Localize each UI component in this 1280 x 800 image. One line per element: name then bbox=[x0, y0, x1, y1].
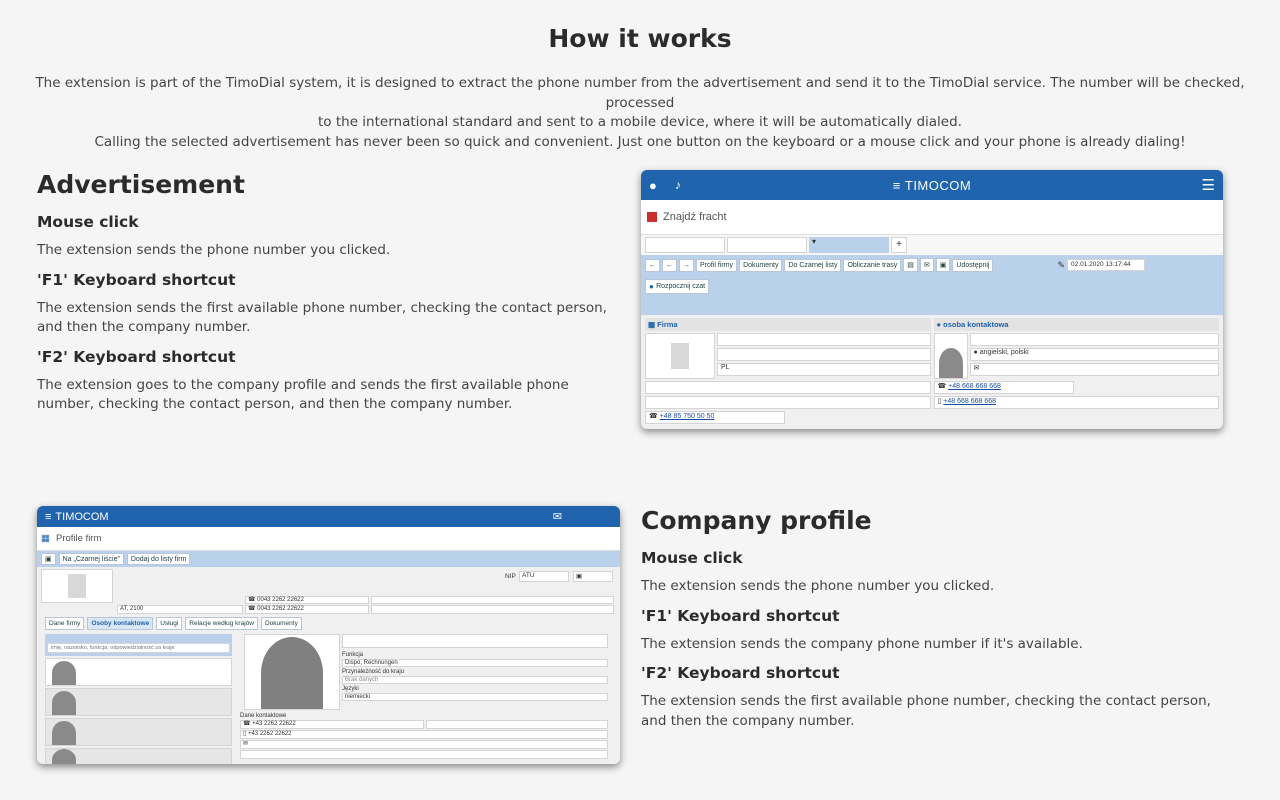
speech-icon: ● bbox=[973, 349, 980, 356]
contacts-search-bar bbox=[45, 634, 232, 656]
country-label: Przynależność do kraju bbox=[342, 669, 405, 675]
company-country-field: PL bbox=[717, 363, 931, 376]
profile-tabs bbox=[37, 617, 620, 630]
company-email-field bbox=[645, 396, 931, 409]
firma-label: Firma bbox=[657, 320, 678, 329]
tab-services[interactable]: Usługi bbox=[156, 617, 182, 630]
profile-header-bar bbox=[37, 527, 620, 551]
contact-name-field bbox=[342, 634, 608, 648]
phone-icon: ☎ bbox=[243, 721, 253, 727]
mail-icon: ✉ bbox=[973, 365, 980, 372]
documents-button[interactable]: Dokumenty bbox=[739, 259, 782, 272]
cp-mouse-click-heading: Mouse click bbox=[641, 549, 743, 567]
contact-fax: +43 2262 22622 bbox=[247, 731, 292, 737]
contact-phone-field[interactable] bbox=[934, 381, 1074, 394]
start-chat-button[interactable] bbox=[645, 279, 709, 294]
contact-data-label: Dane kontaktowe bbox=[240, 713, 287, 719]
cp-f2-text: The extension sends the first available phone number, checking the contact person, and then the company number. bbox=[641, 693, 1211, 729]
ad-mouse-click-heading: Mouse click bbox=[37, 213, 139, 231]
phone-field-1[interactable] bbox=[245, 596, 369, 604]
freight-icon bbox=[647, 212, 657, 222]
save-button[interactable]: ▣ bbox=[936, 258, 951, 272]
tab-2[interactable] bbox=[727, 237, 807, 253]
profile-title: Profile firm bbox=[55, 533, 102, 544]
mail-icon: ✉ bbox=[552, 511, 562, 523]
tab-company-data[interactable]: Dane firmy bbox=[45, 617, 84, 630]
phone-icon: ☎ bbox=[937, 383, 949, 390]
contact-row-3[interactable] bbox=[45, 718, 232, 746]
action-toolbar bbox=[641, 255, 1223, 315]
bell-icon: ♪ bbox=[674, 178, 681, 192]
cp-f2-heading: 'F2' Keyboard shortcut bbox=[641, 664, 840, 682]
next-button[interactable]: → bbox=[679, 259, 694, 272]
ad-f1-heading: 'F1' Keyboard shortcut bbox=[37, 270, 236, 289]
ad-f2-heading: 'F2' Keyboard shortcut bbox=[37, 347, 236, 366]
funkcja-value: Dispo, Rechnungen bbox=[342, 659, 608, 667]
contact-languages-field bbox=[970, 348, 1220, 361]
add-company-button[interactable]: Dodaj do listy firm bbox=[127, 553, 191, 565]
contact-languages: angielski, polski bbox=[979, 349, 1029, 356]
contact-label: osoba kontaktowa bbox=[943, 320, 1009, 329]
advertisement-screenshot bbox=[641, 170, 1223, 429]
mobile-icon: ▯ bbox=[937, 398, 944, 405]
country-value: Brak danych bbox=[342, 676, 608, 684]
contact-detail bbox=[236, 634, 612, 764]
timestamp: 02.01.2020 13:17:44 bbox=[1067, 259, 1145, 271]
contact-phone-link[interactable]: +48 668 668 668 bbox=[948, 383, 1001, 390]
route-button[interactable]: Obliczanie trasy bbox=[843, 259, 901, 272]
company-name-field bbox=[717, 333, 931, 346]
contact-mobile-field[interactable] bbox=[934, 396, 1220, 409]
print-button[interactable]: ▤ bbox=[903, 258, 918, 272]
hamburger-icon: ☰ bbox=[1201, 177, 1215, 194]
tab-1[interactable] bbox=[645, 237, 725, 253]
funkcja-label: Funkcja bbox=[342, 652, 364, 658]
timocom-logo-2: ≡ TIMOCOM bbox=[45, 510, 109, 523]
phone-icon: ☎ bbox=[649, 413, 660, 420]
contact-phone: +43 2262 22622 bbox=[252, 721, 296, 727]
phone-icon: ☎ bbox=[248, 597, 258, 603]
contact-row-1[interactable] bbox=[45, 658, 232, 686]
company-profile-section bbox=[641, 506, 1216, 741]
contact-email-field[interactable] bbox=[240, 740, 608, 749]
nip-extra-field: ▣ bbox=[573, 571, 613, 582]
tab-country-relations[interactable]: Relacje według krajów bbox=[185, 617, 258, 630]
contacts-area bbox=[37, 630, 620, 764]
tab-active[interactable]: ▾ bbox=[809, 237, 889, 253]
back-button[interactable]: ← bbox=[645, 259, 660, 272]
company-phone-link[interactable]: +48 85 750 50 50 bbox=[659, 413, 715, 420]
timocom-topbar-2 bbox=[37, 506, 620, 527]
contact-phone-extra bbox=[426, 720, 608, 729]
company-address-field bbox=[717, 348, 931, 361]
contact-fax-field[interactable] bbox=[240, 730, 608, 739]
nip-label: NIP bbox=[505, 573, 516, 580]
fax-icon: ▯ bbox=[243, 731, 248, 737]
company-panel bbox=[645, 318, 931, 424]
building-icon: ▦ bbox=[648, 320, 658, 329]
prev-button[interactable]: ← bbox=[662, 259, 677, 272]
add-tab-button[interactable]: + bbox=[891, 237, 907, 253]
company-profile-button[interactable]: Profil firmy bbox=[696, 259, 737, 272]
company-profile-title: Company profile bbox=[641, 506, 872, 535]
contact-email-field bbox=[970, 363, 1220, 376]
freight-title: Znajdź fracht bbox=[663, 211, 727, 223]
ad-f2-text: The extension goes to the company profile and sends the first available phone number, checking the contact person, and then the company number. bbox=[37, 376, 569, 412]
company-logo-placeholder bbox=[645, 333, 715, 379]
company-web-field bbox=[645, 381, 931, 394]
chat-icon: ● bbox=[649, 177, 657, 193]
company-logo-placeholder bbox=[41, 569, 113, 603]
mail-icon: ✉ bbox=[243, 741, 249, 747]
company-summary bbox=[37, 567, 620, 617]
page-header-bar bbox=[641, 200, 1223, 235]
company-phone-field[interactable] bbox=[645, 411, 785, 424]
intro-text bbox=[20, 74, 1260, 152]
tab-strip bbox=[641, 235, 1223, 255]
web-field bbox=[371, 596, 614, 604]
print-button[interactable]: ▣ bbox=[41, 553, 56, 565]
advertisement-section bbox=[37, 170, 612, 425]
tab-contacts[interactable]: Osoby kontaktowe bbox=[87, 617, 153, 630]
contacts-search-input[interactable] bbox=[47, 643, 230, 653]
contact-mobile-link[interactable]: +48 668 668 668 bbox=[943, 398, 997, 405]
tab-documents[interactable]: Dokumenty bbox=[261, 617, 302, 630]
blacklist-button[interactable]: Na „Czarnej liście” bbox=[59, 553, 124, 565]
language-value: niemiecki bbox=[342, 693, 608, 701]
ad-mouse-click-text: The extension sends the phone number you clicked. bbox=[37, 242, 391, 258]
pen-icon: ✎ bbox=[1057, 259, 1066, 270]
phone-2: 0043 2262 22622 bbox=[257, 606, 304, 612]
profile-toolbar bbox=[37, 551, 620, 567]
cp-f1-heading: 'F1' Keyboard shortcut bbox=[641, 606, 840, 625]
fax-icon: ☎ bbox=[248, 606, 258, 612]
contact-photo bbox=[244, 634, 340, 710]
blacklist-button[interactable]: Do Czarnej listy bbox=[784, 259, 841, 272]
cp-f1-text: The extension sends the company phone number if it's available. bbox=[641, 635, 1083, 652]
email-field bbox=[371, 605, 614, 614]
intro-line-2: to the international standard and sent to a mobile device, where it will be automatically dialed. bbox=[318, 114, 962, 130]
contacts-list bbox=[45, 634, 232, 764]
company-icon: ▦ bbox=[41, 533, 50, 544]
contact-header bbox=[934, 318, 1220, 331]
firma-header bbox=[645, 318, 931, 331]
ad-f1-text: The extension sends the first available phone number, checking the contact person, and then the company number. bbox=[37, 299, 607, 335]
person-icon: ● bbox=[936, 320, 944, 329]
company-profile-screenshot bbox=[37, 506, 620, 764]
postal-field: AT, 2100 bbox=[117, 605, 243, 614]
start-chat-label: Rozpocznij czat bbox=[656, 283, 706, 290]
contact-name-field bbox=[970, 333, 1220, 346]
phone-1: 0043 2262 22622 bbox=[257, 597, 304, 603]
intro-line-1: The extension is part of the TimoDial system, it is designed to extract the phone number from the advertisement and send it to the TimoDial service. The number will be checked, processed bbox=[35, 75, 1245, 111]
contact-avatar bbox=[934, 333, 968, 379]
contact-web-field bbox=[240, 750, 608, 759]
page-title: How it works bbox=[548, 24, 732, 53]
contact-row-2[interactable] bbox=[45, 688, 232, 716]
cp-mouse-click-text: The extension sends the phone number you clicked. bbox=[641, 578, 995, 594]
share-button[interactable]: Udostępnij bbox=[952, 259, 993, 272]
chat-bubble-icon: ● bbox=[649, 282, 657, 291]
nip-field: ATU bbox=[519, 571, 569, 582]
timocom-topbar bbox=[641, 170, 1223, 200]
mail-button[interactable]: ✉ bbox=[920, 258, 934, 272]
detail-panels bbox=[641, 315, 1223, 424]
contact-phone-field[interactable] bbox=[240, 720, 424, 729]
intro-line-3: Calling the selected advertisement has never been so quick and convenient. Just one button on the keyboard or a mouse click and your phone is already dialing! bbox=[94, 133, 1186, 150]
contact-row-4[interactable] bbox=[45, 748, 232, 764]
phone-field-2[interactable] bbox=[245, 605, 369, 614]
advertisement-title: Advertisement bbox=[37, 170, 245, 199]
language-label: Języki bbox=[342, 686, 359, 692]
contact-panel bbox=[934, 318, 1220, 424]
timocom-logo: ≡ TIMOCOM bbox=[892, 177, 972, 193]
